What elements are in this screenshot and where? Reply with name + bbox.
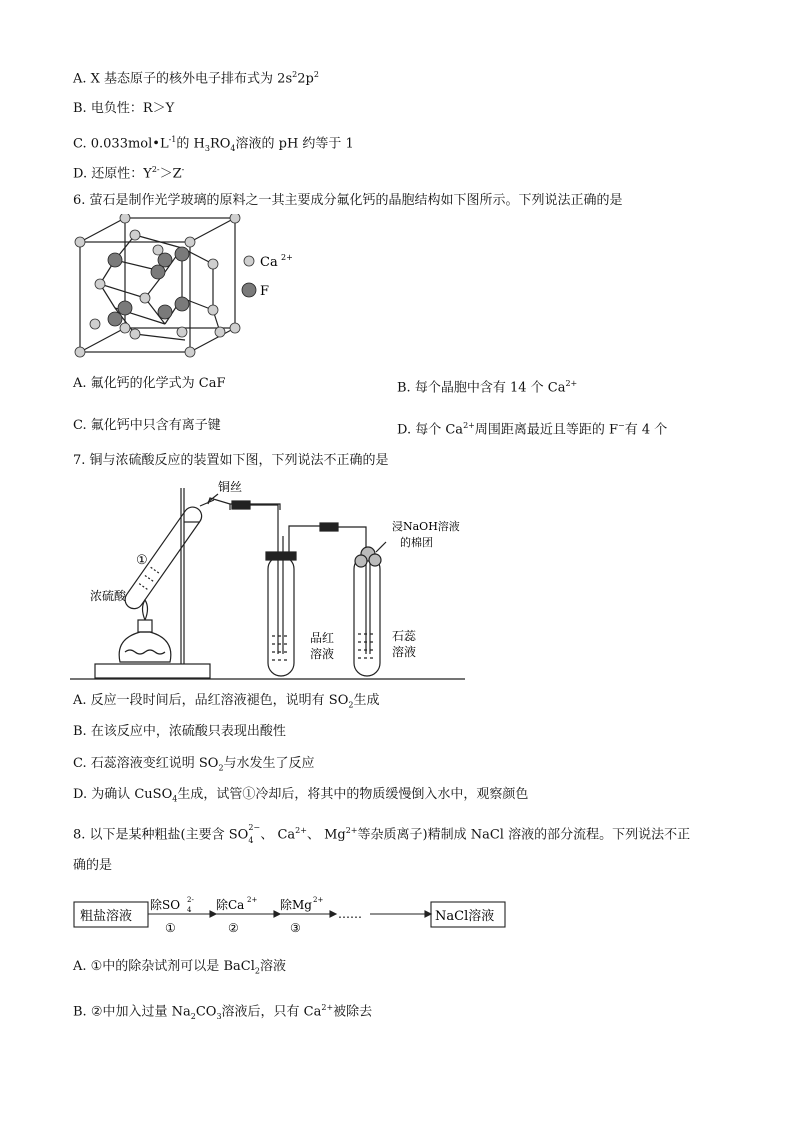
q7-option-a: A. 反应一段时间后，品红溶液褪色，说明有 $SO_2$生成 [73,693,380,710]
q6-stem: 6. 萤石是制作光学玻璃的原料之一其主要成分氟化钙的晶胞结构如下图所示。下列说法正确的是 [73,193,623,208]
step1-label: 除SO [150,898,181,912]
q6-option-b: B. 每个晶胞中含有 14 个 $Ca^{2+}$ [397,379,578,396]
label-naoh-cotton-1: 浸NaOH溶液 [392,520,460,533]
f-legend-icon [242,283,256,297]
label-pinhong-2: 溶液 [310,647,335,661]
copper-sulfuric-acid-apparatus [70,474,470,686]
step1-sup: 2- [187,896,194,904]
q7-option-d: D. 为确认 CuSO$_4$生成，试管①冷却后，将其中的物质缓慢倒入水中，观察颜色 [73,787,529,804]
q8-stem-line2: 确的是 [73,858,113,873]
flow-start-box: 粗盐溶液 [80,909,133,924]
flow-end-box: NaCl溶液 [435,909,495,924]
q6-option-d: D. 每个 $Ca^{2+}$周围距离最近且等距的 F−有 4 个 [397,421,668,438]
q7-stem: 7. 铜与浓硫酸反应的装置如下图，下列说法不正确的是 [73,453,389,468]
ca-legend-icon [244,256,254,266]
label-tube-1: ① [136,553,148,568]
q6-option-a: A. 氟化钙的化学式为 CaF [73,376,226,391]
step3-num: ③ [290,921,301,935]
q8-option-b: B. ②中加入过量 $Na_2CO_3$溶液后，只有 $Ca^{2+}$被除去 [73,1003,373,1021]
q6-option-c: C. 氟化钙中只含有离子键 [73,418,221,433]
label-naoh-cotton-2: 的棉团 [400,536,433,549]
flow-ellipsis: …… [338,907,362,921]
legend-ca-label: Ca [260,255,278,270]
q5-option-d: D. 还原性：$Y^{2-}>Z^-$ [73,165,185,182]
q7-option-c: C. 石蕊溶液变红说明 $SO_2$与水发生了反应 [73,756,315,773]
label-conc-sulfuric-acid: 浓硫酸 [90,589,127,603]
q8-option-a: A. ①中的除杂试剂可以是 BaCl$_2$溶液 [73,959,286,976]
step1-sub: 4 [187,906,192,914]
unit-cell-legend [240,250,300,300]
step3-sup: 2+ [313,896,324,904]
step2-label: 除Ca [216,898,245,912]
step2-sup: 2+ [247,896,258,904]
legend-ca-sup: 2+ [281,253,293,262]
q8-stem-line1: 8. 以下是某种粗盐(主要含 SO 2− 4 、 $Ca^{2+}$、 $Mg^{2+}$等杂质离子)精制成 NaCl 溶液的部分流程。下列说法不正 [73,823,691,846]
label-shirui-1: 石蕊 [392,629,417,643]
q7-option-b: B. 在该反应中，浓硫酸只表现出酸性 [73,724,286,739]
legend-f-label: F [260,284,270,299]
label-copper-wire: 铜丝 [218,480,243,494]
q5-option-a: A. X 基态原子的核外电子排布式为 $2s^22p^2$ [73,70,319,87]
q5-option-b: B. 电负性：R＞Y [73,101,175,116]
q5-option-c: C. $0.033mol•L^{-1}$的 $H_3RO_4$溶液的 pH 约等于 1 [73,135,354,153]
salt-purification-flowchart [70,890,520,940]
step2-num: ② [228,921,239,935]
label-shirui-2: 溶液 [392,645,417,659]
step1-num: ① [165,921,176,935]
step3-label: 除Mg [280,898,312,912]
label-pinhong-1: 品红 [310,631,335,645]
